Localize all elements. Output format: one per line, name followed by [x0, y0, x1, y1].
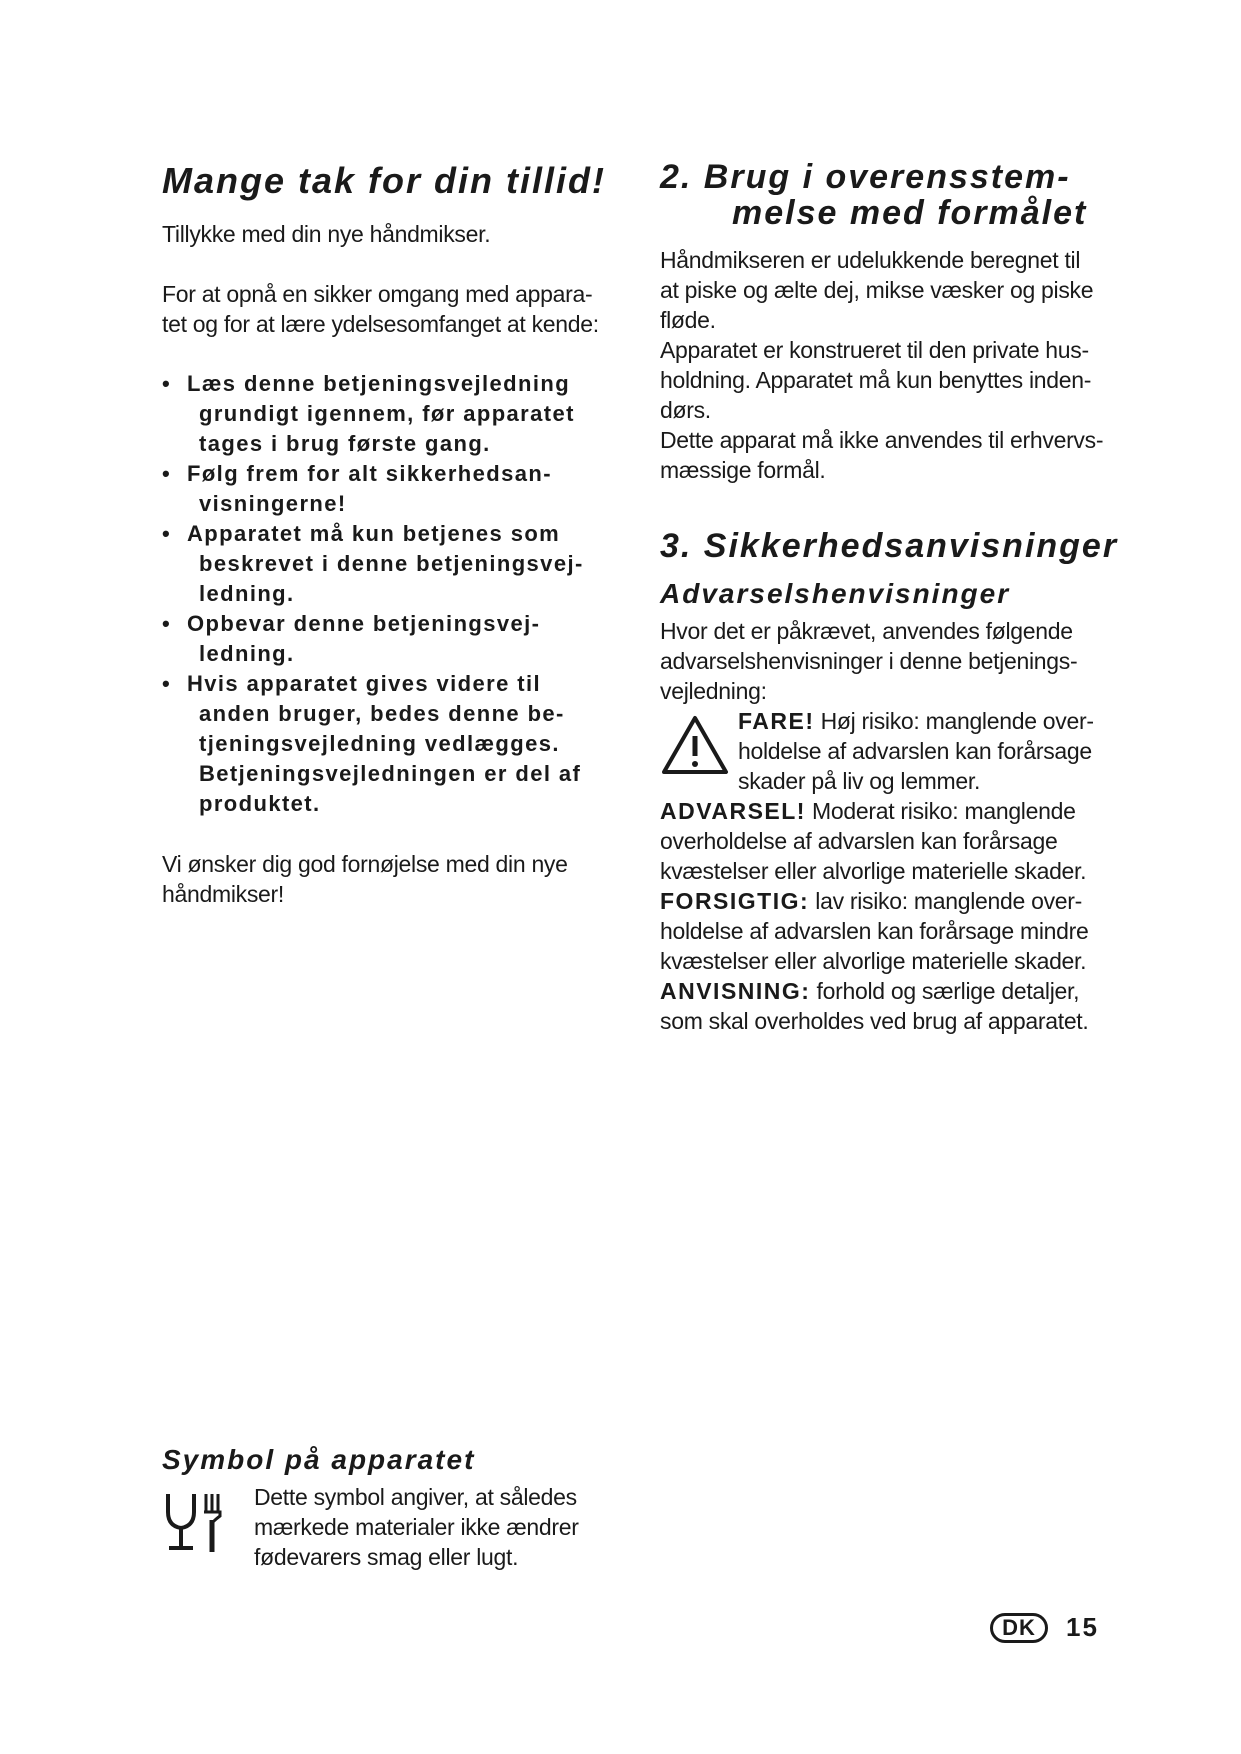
section-3-title: 3. Sikkerhedsanvisninger: [660, 527, 1119, 566]
warning-label: ADVARSEL!: [660, 797, 806, 824]
notice-text: ANVISNING: forhold og særlige detaljer, som skal overholdes ved brug af apparatet.: [660, 977, 1089, 1034]
symbol-heading: Symbol på apparatet: [162, 1444, 476, 1475]
list-item: • Apparatet må kun betjenes som beskrevet i denne betjeningsvej- ledning.: [162, 521, 584, 607]
food-safe-glass-fork-icon: [162, 1482, 254, 1561]
notice-label: ANVISNING:: [660, 977, 811, 1004]
right-column: [660, 160, 1140, 1036]
caution-label: FORSIGTIG:: [660, 887, 810, 914]
symbol-section: [162, 1445, 642, 1572]
danger-label: FARE!: [738, 707, 815, 734]
page-number: 15: [1066, 1612, 1099, 1642]
symbol-description: Dette symbol angiver, at således mærkede materialer ikke ændrer fødevarers smag eller lugt.: [254, 1483, 579, 1570]
warnings-subtitle: Advarselshenvisninger: [660, 578, 1011, 610]
section-2-text: Håndmikseren er udelukkende beregnet til at piske og ælte dej, mikse væsker og piske fløde. Apparatet er konstrueret til den private hus- holdning. Apparatet må kun benyttes inden- dørs. Dette apparat må ikke anvendes til erhvervs- mæssige formål.: [660, 247, 1104, 484]
page-title: Mange tak for din tillid!: [162, 160, 606, 201]
warning-text: ADVARSEL! Moderat risiko: manglende overholdelse af advarslen kan forårsage kvæstelser eller alvorlige materielle skader.: [660, 797, 1087, 884]
intro-text: Tillykke med din nye håndmikser.: [162, 221, 491, 248]
closing-text: Vi ønsker dig god fornøjelse med din nye håndmikser!: [162, 851, 568, 908]
danger-warning: FARE! Høj risiko: manglende over- holdelse af advarslen kan forårsage skader på liv og lemmer.: [660, 706, 1140, 796]
intro-text-2: For at opnå en sikker omgang med appara- tet og for at lære ydelsesomfanget at kende:: [162, 281, 599, 338]
left-column: [162, 160, 642, 909]
warning-triangle-icon: [660, 706, 738, 781]
list-item: • Opbevar denne betjeningsvej- ledning.: [162, 611, 541, 667]
list-item: • Hvis apparatet gives videre til anden bruger, bedes denne be- tjeningsvejledning vedlægges. Betjeningsvejledningen er del af produktet.: [162, 671, 582, 817]
section-2-title: 2. Brug i overensstem- melse med formålet: [660, 158, 1088, 232]
caution-text: FORSIGTIG: lav risiko: manglende over- holdelse af advarslen kan forårsage mindre kvæstelser eller alvorlige materielle skader.: [660, 887, 1089, 974]
country-badge: DK: [990, 1613, 1048, 1643]
list-item: • Følg frem for alt sikkerhedsan- visningerne!: [162, 461, 552, 517]
list-item: • Læs denne betjeningsvejledning grundigt igennem, før apparatet tages i brug første gang.: [162, 371, 575, 457]
warnings-intro: Hvor det er påkrævet, anvendes følgende advarselshenvisninger i denne betjenings- vejledning:: [660, 617, 1078, 704]
instruction-list: [162, 369, 642, 819]
page-footer: [990, 1612, 1099, 1643]
